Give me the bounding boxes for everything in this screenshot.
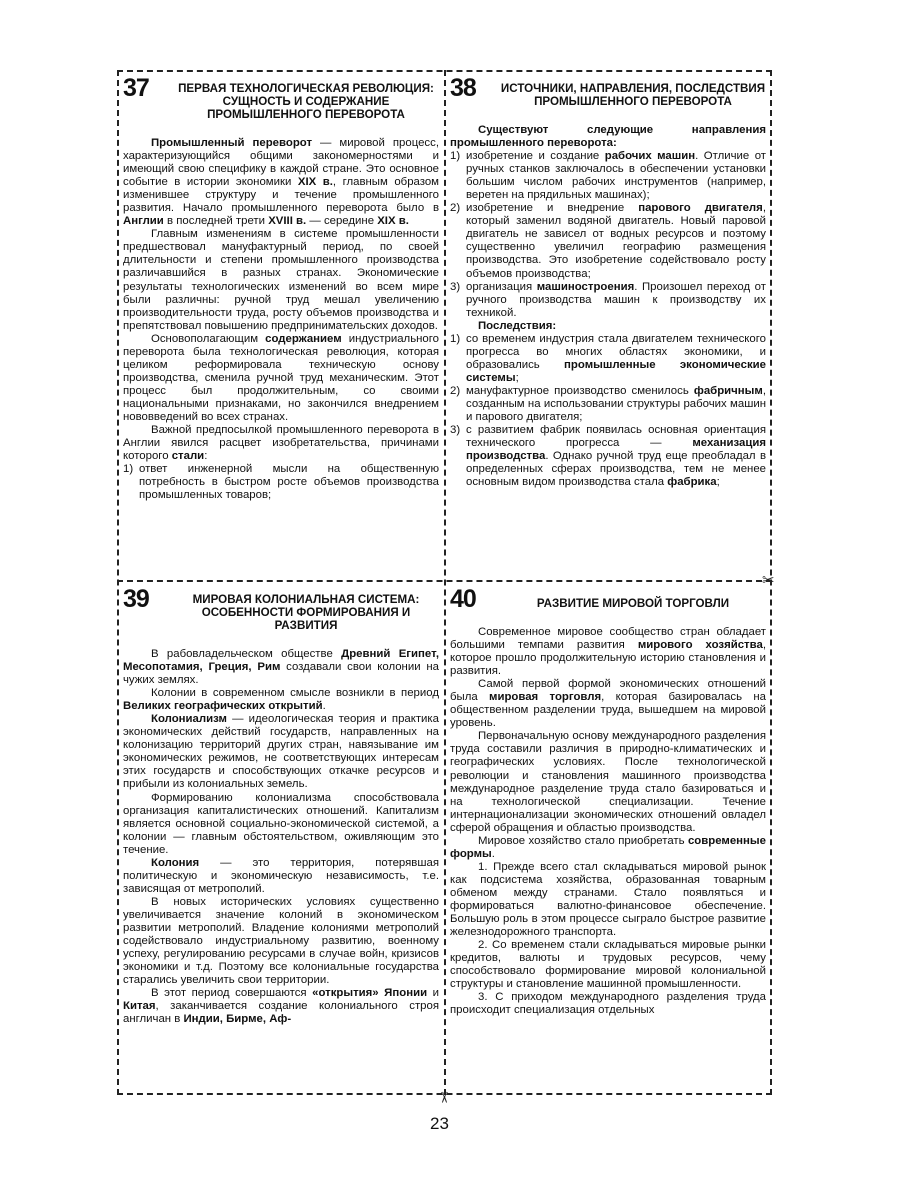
cutout-sheet	[117, 70, 775, 1104]
card-number: 37	[123, 74, 149, 102]
card-number: 40	[450, 585, 476, 613]
card-title: РАЗВИТИЕ МИРОВОЙ ТОРГОВЛИ	[536, 597, 730, 610]
card-title: МИРОВАЯ КОЛОНИАЛЬНАЯ СИСТЕМА: ОСОБЕННОСТИ ФОРМИРОВАНИЯ И РАЗВИТИЯ	[192, 593, 420, 632]
page-number: 23	[430, 1114, 449, 1133]
card-number: 38	[450, 74, 476, 102]
card-40	[450, 585, 766, 1091]
card-body: Современное мировое сообщество стран обладает большими темпами развития мирового хозяйства, которое прошло продолжительную историю становления и развития. Самой первой формой экономических отношений была мировая торговля, которая базировалась на общественном разделении труда, вышедшем на мировой уровень. Первоначальную основу международного разделения труда составили различия в природно-климатических и географических условиях. После технологической революции и становления машинного производства международное разделение труда стало базироваться и на технологической специализации. Течение интернационализации экономических отношений овладел сферой обращения и областью производства. Мировое хозяйство стало приобретать современные формы. 1. Прежде всего стал складываться мировой рынок как подсистема хозяйства, образованная товарным обменом между странами. Стало появляться и формироваться валютно-финансовое обеспечение. Большую роль в этом процессе сыграло быстрое развитие железнодорожного транспорта. 2. Со временем стали складываться мировые рынки кредитов, валюты и трудовых ресурсов, чему способствовало формирование мировой колониальной структуры и становление машинной промышленности. 3. С приходом международного разделения труда происходит специализация отдельных	[450, 626, 766, 1017]
card-37	[123, 74, 439, 576]
card-39	[123, 585, 439, 1091]
card-38	[450, 74, 766, 576]
card-body: В рабовладельческом обществе Древний Египет, Месопотамия, Греция, Рим создавали свои колонии на чужих землях. Колонии в современном смысле возникли в период Великих географических открытий. Колониализм — идеологическая теория и практика экономических действий государств, направленных на колонизацию территорий других стран, навязывание им экономических режимов, не соответствующих интересам этих государств и способствующих откачке ресурсов и прибыли из колониальных земель. Формированию колониализма способствовала организация капиталистических отношений. Капитализм является основной социально-экономической системой, а колонии — главным обстоятельством, оживляющим это течение. Колония — это территория, потерявшая политическую и экономическую независимость, т.е. зависящая от метрополий. В новых исторических условиях существенно увеличивается значение колоний в экономическом развитии метрополий. Владение колониями метрополий содействовало индустриальному развитию, военному успеху, регулированию ресурсами в случае войн, кризисов экономики и т.д. Поэтому все колониальные государства старались увеличить свои территории. В этот период совершаются «открытия» Японии и Китая, заканчивается создание колониального строя англичан в Индии, Бирме, Аф-	[123, 648, 439, 1026]
card-title: ИСТОЧНИКИ, НАПРАВЛЕНИЯ, ПОСЛЕДСТВИЯ ПРОМЫШЛЕННОГО ПЕРЕВОРОТА	[500, 82, 766, 108]
card-number: 39	[123, 585, 149, 613]
horizontal-cut-line	[117, 580, 772, 582]
card-title: ПЕРВАЯ ТЕХНОЛОГИЧЕСКАЯ РЕВОЛЮЦИЯ: СУЩНОСТЬ И СОДЕРЖАНИЕ ПРОМЫШЛЕННОГО ПЕРЕВОРОТА	[178, 82, 434, 121]
vertical-cut-line	[444, 70, 446, 1095]
scissors-icon: ✂	[762, 572, 775, 589]
scissors-icon: ✂	[434, 1091, 452, 1104]
card-body: Существуют следующие направления промышленного переворота: 1) изобретение и создание рабочих машин. Отличие от ручных станков заключалось в обеспечении установки большим числом рабочих инструментов (например, веретен на прядильных машинах); 2) изобретение и внедрение парового двигателя, который заменил водяной двигатель. Новый паровой двигатель не зависел от водных ресурсов и поэтому существенно увеличил географию размещения производства. Это изобретение содействовало росту объемов производства; 3) организация машиностроения. Произошел переход от ручного производства машин к производству их техникой. Последствия: 1) со временем индустрия стала двигателем технического прогресса во многих областях экономики, и образовались промышленные экономические системы; 2) мануфактурное производство сменилось фабричным, созданным на использовании структуры рабочих машин и парового двигателя; 3) с развитием фабрик появилась основная ориентация технического прогресса — механизация производства. Однако ручной труд еще преобладал в определенных сферах производства, тем не менее основным видом производства стала фабрика;	[450, 124, 766, 489]
card-body: Промышленный переворот — мировой процесс, характеризующийся общими закономерностями и имеющий свою специфику в каждой стране. Это основное событие в истории экономики XIX в., главным образом изменившее структуру и течение промышленного развития. Начало промышленного переворота было в Англии в последней трети XVIII в. — середине XIX в. Главным изменениям в системе промышленности предшествовал мануфактурный период, по своей длительности и степени промышленного производства различавшийся в разных странах. Экономические результаты технологических изменений во всем мире были различны: ручной труд мешал увеличению производительности труда, росту объемов производства и препятствовал повышению предпринимательских доходов. Основополагающим содержанием индустриального переворота была технологическая революция, которая целиком реформировала техническую основу производства, сменила ручной труд механическим. Этот процесс был продолжительным, со своими национальными признаками, но закончился внедрением нововведений во всех странах. Важной предпосылкой промышленного переворота в Англии явился расцвет изобретательства, причинами которого стали: 1) ответ инженерной мысли на общественную потребность в быстром росте объемов производства промышленных товаров;	[123, 137, 439, 502]
